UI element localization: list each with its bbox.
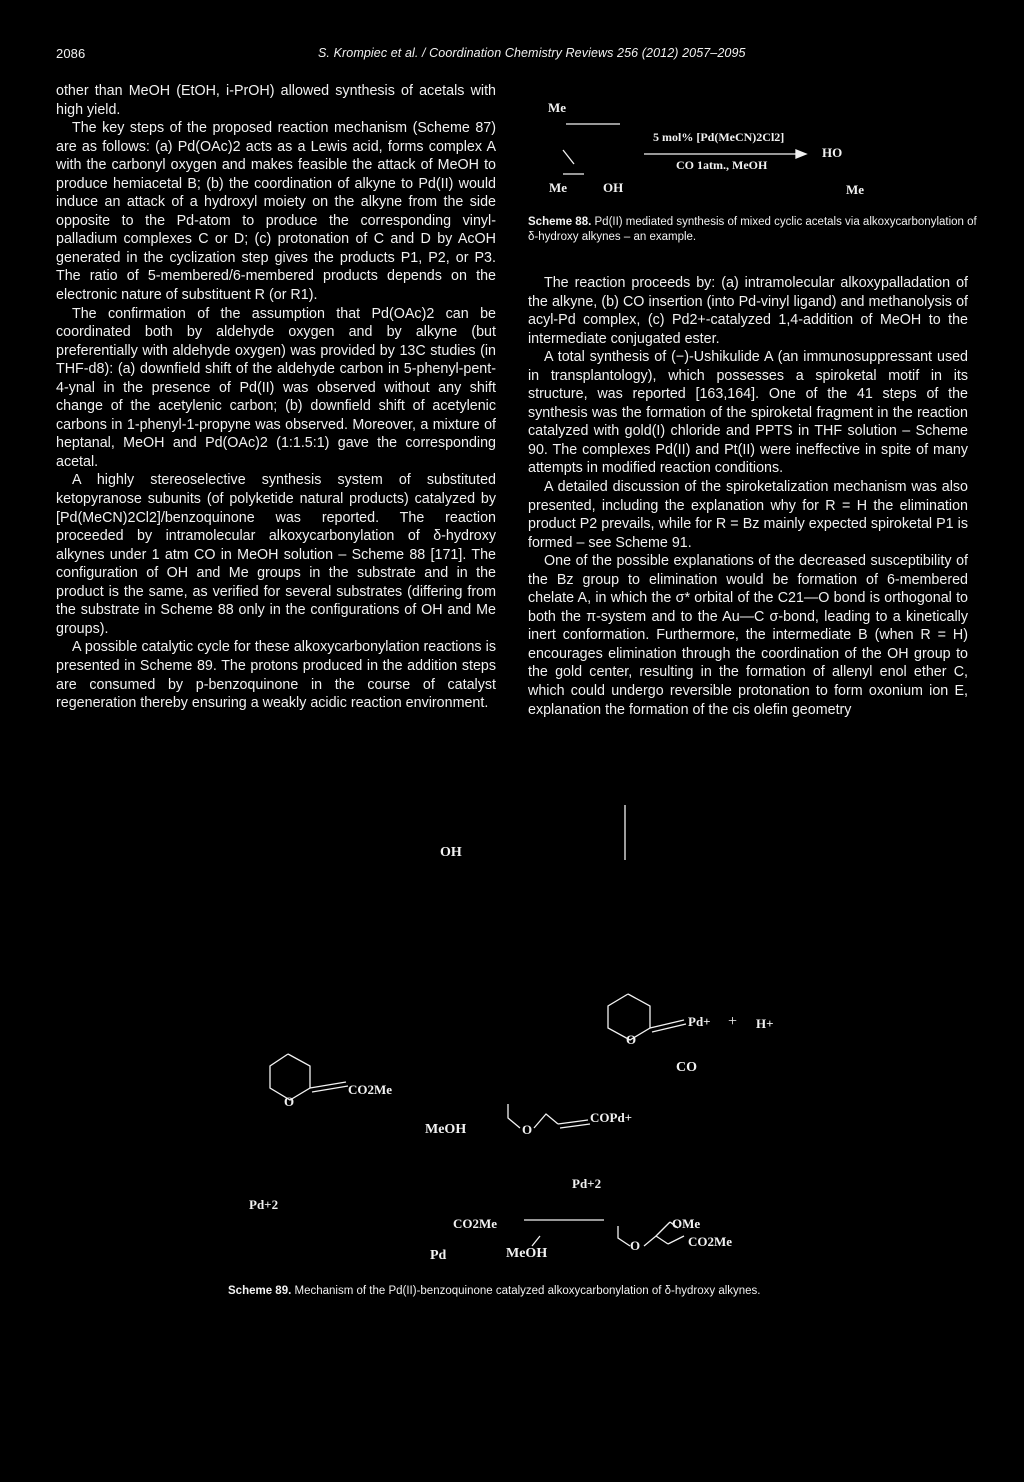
scheme89-copd: COPd+	[590, 1110, 633, 1125]
scheme89-plus: +	[728, 1013, 738, 1030]
scheme89-co2me-1: CO2Me	[348, 1082, 393, 1097]
scheme89-chain2-o: O	[630, 1238, 641, 1253]
caption-text: Mechanism of the Pd(II)-benzoquinone catalyzed alkoxycarbonylation of δ-hydroxy alkynes.	[294, 1285, 761, 1297]
scheme89-chain1-o: O	[522, 1122, 533, 1137]
paragraph: other than MeOH (EtOH, i-PrOH) allowed synthesis of acetals with high yield.	[56, 83, 496, 118]
scheme89-co2me-3: CO2Me	[688, 1234, 733, 1249]
caption-text: Pd(II) mediated synthesis of mixed cyclic acetals via alkoxycarbonylation of δ-hydroxy alkynes – an example.	[528, 216, 977, 243]
paragraph: A detailed discussion of the spiroketalization mechanism was also presented, including the explanation why for R = H the elimination product P2 prevails, while for R = Bz mainly expected spiroketal P1 is formed – see Scheme 91.	[528, 479, 968, 551]
page-number: 2086	[56, 46, 86, 61]
scheme89-meoh-2: MeOH	[506, 1246, 548, 1261]
scheme89-ring1-o: O	[626, 1032, 637, 1047]
left-column	[56, 82, 496, 713]
right-column	[528, 274, 968, 719]
scheme89-caption	[228, 1284, 848, 1299]
scheme89-ring2-o: O	[284, 1094, 295, 1109]
scheme88-reagent-top: 5 mol% [Pd(MeCN)2Cl2]	[653, 130, 785, 144]
scheme89-pd2-right: Pd+2	[572, 1176, 602, 1191]
scheme88-me-bottom: Me	[549, 180, 568, 195]
scheme88-me-top: Me	[548, 100, 567, 115]
scheme89-ome: OMe	[672, 1216, 701, 1231]
scheme88-product-ho: HO	[822, 145, 843, 160]
scheme88-product-me: Me	[846, 182, 865, 197]
scheme89-h-plus: H+	[756, 1016, 774, 1031]
scheme89-co: CO	[676, 1060, 697, 1075]
scheme89-vertical-bar	[620, 800, 630, 870]
paragraph: A total synthesis of (−)-Ushikulide A (an immunosuppressant used in transplantology), which possesses a spiroketal motif in its structure, was reported [163,164]. One of the 41 steps of the synthesis was the formation of the spiroketal fragment in the reaction catalyzed with gold(I) chloride and PPTS in THF solution – Scheme 90. The complexes Pd(II) and Pt(II) were ineffective in spite of many attempts in modified reaction conditions.	[528, 349, 968, 477]
paragraph: One of the possible explanations of the decreased susceptibility of the Bz group to elimination would be formation of 6-membered chelate A, in which the σ* orbital of the C21—O bond is orthogonal to both the π-system and to the Au—C σ-bond, leading to a kinetically inert conformation. Furthermore, the intermediate B (when R = H) encourages elimination through the coordination of the OH group to the gold center, resulting in the formation of allenyl enol ether C, which could undergo reversible protonation to form oxonium ion E, explanation the formation of the cis olefin geometry	[528, 553, 968, 718]
scheme89-pd2-left: Pd+2	[249, 1197, 279, 1212]
paragraph: The confirmation of the assumption that Pd(OAc)2 can be coordinated both by aldehyde oxygen and by alkyne (but preferentially with aldehyde oxygen) was provided by 13C studies (in THF-d8): (a) downfield shift of the aldehyde carbon in 5-phenyl-pent-4-ynal in the presence of Pd(II) was observed without any shift change of the acetylenic carbon; (b) downfield shift of acetylenic carbons in 1-phenyl-1-propyne was observed. Moreover, a mixture of heptanal, MeOH and Pd(OAc)2 (1:1.5:1) gave the corresponding acetal.	[56, 305, 496, 470]
paragraph: A possible catalytic cycle for these alkoxycarbonylation reactions is presented in Scheme 89. The protons produced in the addition steps are consumed by p-benzoquinone in the course of catalyst regeneration thereby ensuring a weakly acidic reaction environment.	[56, 639, 496, 712]
paragraph: The key steps of the proposed reaction mechanism (Scheme 87) are as follows: (a) Pd(OAc)2 acts as a Lewis acid, forms complex A with the carbonyl oxygen and makes feasible the attack of MeOH to produce hemiacetal B; (b) the coordination of alkyne to Pd(II) would induce an attack of a hydroxyl moiety on the alkyne from the side opposite to the Pd-atom to produce the corresponding vinyl-palladium complexes C or D; (c) protonation of C and D by AcOH generated in the cyclization step gives the products P1, P2, or P3. The ratio of 5-membered/6-membered products depends on the electronic nature of substituent R (or R1).	[56, 120, 496, 304]
paragraph: A highly stereoselective synthesis system of substituted ketopyranose subunits (of polyketide natural products) catalyzed by [Pd(MeCN)2Cl2]/benzoquinone was reported. The reaction proceeded by intramolecular alkoxycarbonylation of δ-hydroxy alkynes under 1 atm CO in MeOH solution – Scheme 88 [171]. The configuration of OH and Me groups in the substrate and in the product is the same, as verified for several substrates (differing from the substrate in Scheme 88 only in the configurations of OH and Me groups).	[56, 472, 496, 637]
paragraph: The reaction proceeds by: (a) intramolecular alkoxypalladation of the alkyne, (b) CO insertion (into Pd-vinyl ligand) and methanolysis of acyl-Pd complex, (c) Pd2+-catalyzed 1,4-addition of MeOH to the intermediate conjugated ester.	[528, 275, 968, 347]
caption-label: Scheme 89.	[228, 1285, 292, 1297]
journal-citation: S. Krompiec et al. / Coordination Chemistry Reviews 256 (2012) 2057–2095	[318, 46, 746, 60]
scheme88-oh: OH	[603, 180, 624, 195]
scheme88-substrate-bonds	[560, 118, 630, 180]
scheme89-pd: Pd	[430, 1248, 447, 1263]
scheme89-pd-plus: Pd+	[688, 1014, 711, 1029]
scheme88-caption	[528, 215, 978, 245]
caption-label: Scheme 88.	[528, 216, 592, 228]
scheme88-reagent-bottom: CO 1atm., MeOH	[676, 158, 768, 172]
scheme89-oh: OH	[440, 845, 462, 860]
scheme89-co2me-2: CO2Me	[453, 1216, 498, 1231]
scheme89-meoh-1: MeOH	[425, 1122, 467, 1137]
